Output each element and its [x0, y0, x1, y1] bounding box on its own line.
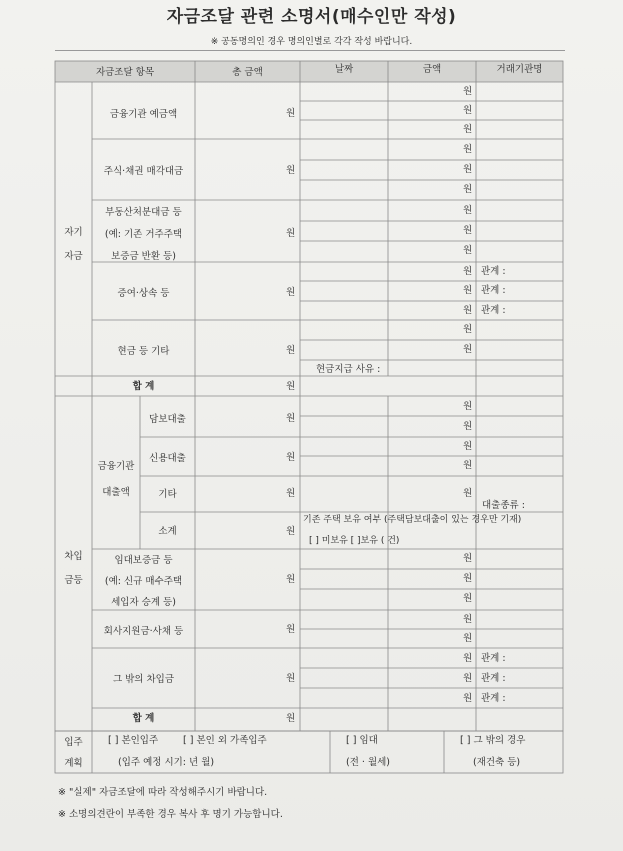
won-unit: 원 — [463, 266, 473, 277]
won-unit: 원 — [463, 124, 473, 135]
cash-reason-label: 현금지급 사유 : — [316, 364, 381, 375]
won-unit: 원 — [463, 553, 473, 564]
row-company: 회사지원금·사채 등 — [103, 626, 184, 637]
row-credit: 신용대출 — [149, 453, 186, 464]
move-in-other-option[interactable]: [ ] 그 밖의 경우 — [460, 735, 526, 746]
won-unit: 원 — [286, 526, 296, 537]
top-note: ※ 공동명의인 경우 명의인별로 각각 작성 바랍니다. — [210, 37, 413, 47]
won-unit: 원 — [463, 164, 473, 175]
won-unit: 원 — [463, 421, 473, 432]
loan-type-label: 대출종류 : — [482, 500, 525, 511]
won-unit: 원 — [463, 488, 473, 499]
borrowed-group-label-2: 금등 — [64, 575, 83, 586]
move-in-self-option[interactable]: [ ] 본인입주 — [108, 735, 159, 746]
row-realestate-2: (예: 기존 거주주택 — [104, 229, 183, 240]
won-unit: 원 — [463, 245, 473, 256]
row-realestate-3: 보증금 반환 등) — [111, 251, 176, 262]
won-unit: 원 — [463, 573, 473, 584]
won-unit: 원 — [463, 144, 473, 155]
row-gift: 증여·상속 등 — [117, 288, 170, 299]
document-title: 자금조달 관련 소명서(매수인만 작성) — [166, 7, 457, 27]
won-unit: 원 — [463, 653, 473, 664]
borrowed-subtotal: 합 계 — [132, 713, 155, 724]
won-unit: 원 — [286, 624, 296, 635]
row-stocks: 주식·채권 매각대금 — [103, 166, 184, 177]
won-unit: 원 — [463, 105, 473, 116]
borrow-relation-3: 관계 : — [481, 693, 506, 704]
row-loan-other: 기타 — [158, 489, 177, 500]
move-in-lease-sub: (전 · 월세) — [346, 757, 391, 768]
won-unit: 원 — [286, 287, 296, 298]
borrow-relation-2: 관계 : — [481, 673, 506, 684]
move-in-label-2: 계획 — [64, 758, 83, 769]
won-unit: 원 — [463, 324, 473, 335]
row-other-borrow: 그 밖의 차입금 — [112, 674, 175, 685]
won-unit: 원 — [463, 441, 473, 452]
gift-relation-3: 관계 : — [481, 305, 506, 316]
loan-group-label-2: 대출액 — [102, 487, 130, 498]
footnote-1: ※ "실제" 자금조달에 따라 작성해주시기 바랍니다. — [58, 787, 268, 798]
header-amount: 금액 — [422, 64, 442, 75]
won-unit: 원 — [463, 184, 473, 195]
won-unit: 원 — [463, 86, 473, 97]
won-unit: 원 — [463, 401, 473, 412]
borrowed-group-label-1: 차입 — [64, 551, 83, 562]
header-institution: 거래기관명 — [496, 64, 543, 75]
won-unit: 원 — [286, 488, 296, 499]
header-total: 총 금액 — [232, 67, 263, 78]
row-realestate-1: 부동산처분대금 등 — [105, 207, 182, 218]
move-in-other-sub: (재건축 등) — [473, 757, 521, 768]
move-in-lease-option[interactable]: [ ] 임대 — [346, 735, 378, 746]
row-deposit-lease-2: (예: 신규 매수주택 — [104, 576, 183, 587]
header-date: 날짜 — [334, 64, 354, 75]
won-unit: 원 — [463, 693, 473, 704]
own-funds-subtotal: 합 계 — [132, 381, 155, 392]
borrow-relation-1: 관계 : — [481, 653, 506, 664]
housing-question: 기존 주택 보유 여부 (주택담보대출이 있는 경우만 기재) — [303, 515, 522, 525]
row-deposit-lease-3: 세입자 승계 등) — [111, 597, 176, 608]
gift-relation-2: 관계 : — [481, 285, 506, 296]
own-funds-group-label-1: 자기 — [64, 227, 83, 238]
won-unit: 원 — [286, 574, 296, 585]
won-unit: 원 — [286, 413, 296, 424]
won-unit: 원 — [463, 614, 473, 625]
row-loan-sum: 소계 — [158, 526, 177, 537]
won-unit: 원 — [463, 593, 473, 604]
housing-answer[interactable]: [ ] 미보유 [ ]보유 ( 건) — [309, 536, 400, 546]
move-in-label-1: 입주 — [64, 737, 83, 748]
won-unit: 원 — [463, 460, 473, 471]
won-unit: 원 — [463, 673, 473, 684]
own-funds-group-label-2: 자금 — [64, 251, 83, 262]
won-unit: 원 — [463, 285, 473, 296]
won-unit: 원 — [463, 633, 473, 644]
won-unit: 원 — [286, 381, 296, 392]
won-unit: 원 — [286, 713, 296, 724]
won-unit: 원 — [286, 165, 296, 176]
move-in-date: (입주 예정 시기: 년 월) — [118, 757, 215, 768]
won-unit: 원 — [463, 305, 473, 316]
won-unit: 원 — [286, 108, 296, 119]
won-unit: 원 — [463, 344, 473, 355]
won-unit: 원 — [286, 673, 296, 684]
loan-group-label-1: 금융기관 — [97, 461, 135, 472]
gift-relation-1: 관계 : — [481, 266, 506, 277]
won-unit: 원 — [286, 228, 296, 239]
won-unit: 원 — [286, 345, 296, 356]
row-mortgage: 담보대출 — [149, 414, 186, 425]
won-unit: 원 — [463, 205, 473, 216]
won-unit: 원 — [286, 452, 296, 463]
row-deposit: 금융기관 예금액 — [109, 109, 178, 120]
header-item: 자금조달 항목 — [95, 67, 155, 78]
move-in-family-option[interactable]: [ ] 본인 외 가족입주 — [183, 735, 267, 746]
won-unit: 원 — [463, 225, 473, 236]
row-deposit-lease-1: 임대보증금 등 — [114, 555, 173, 566]
row-cash: 현금 등 기타 — [117, 346, 170, 357]
footnote-2: ※ 소명의견란이 부족한 경우 복사 후 명기 가능합니다. — [58, 809, 283, 820]
